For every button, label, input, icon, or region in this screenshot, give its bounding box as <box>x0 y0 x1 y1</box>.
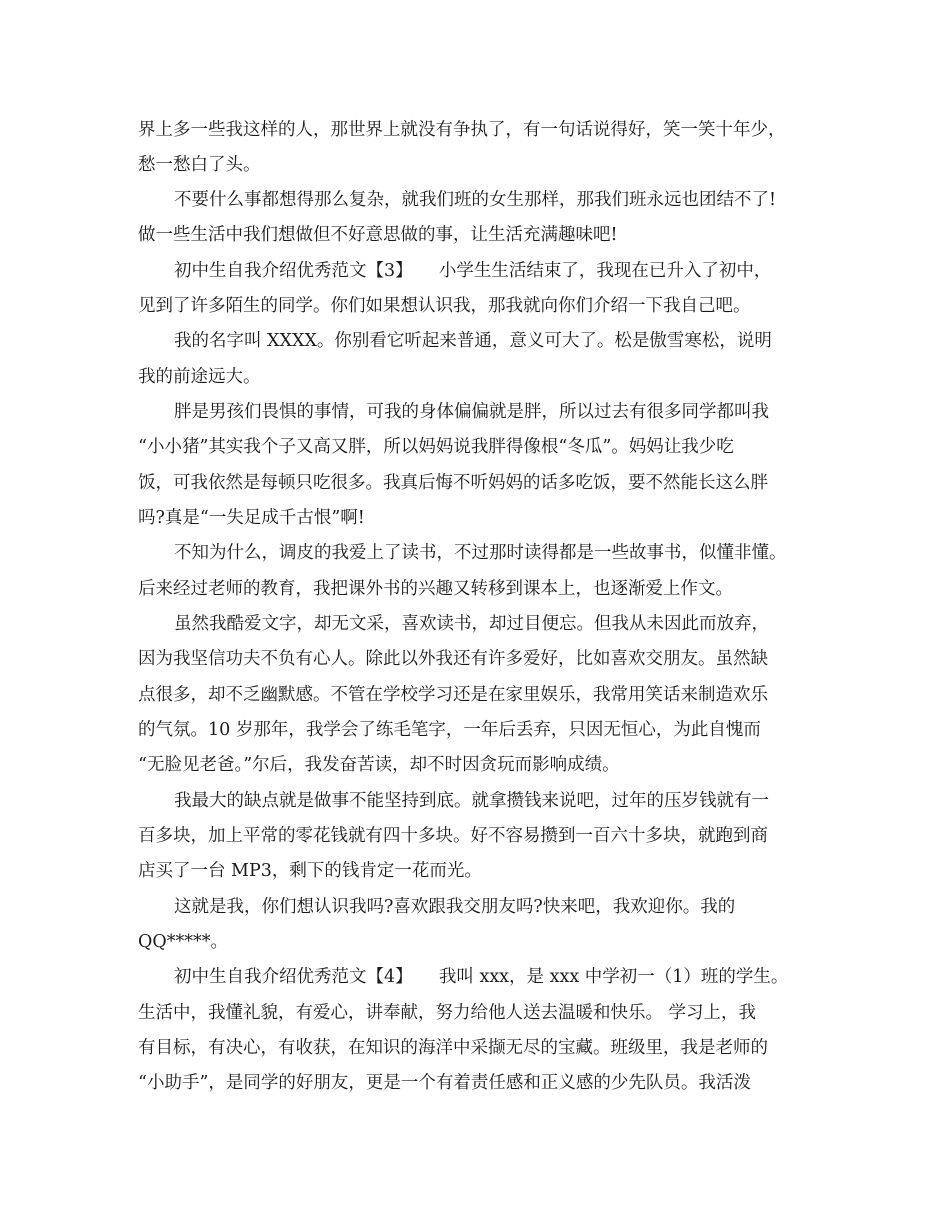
text-line: 店买了一台 MP3，剩下的钱肯定一花而光。 <box>138 861 482 881</box>
text-line: “小助手”，是同学的好朋友，更是一个有着责任感和正义感的少先队员。我活泼 <box>138 1073 751 1093</box>
text-line: 百多块，加上平常的零花钱就有四十多块。好不容易攒到一百六十多块，就跑到商 <box>138 826 768 846</box>
text-line: 这就是我，你们想认识我吗?喜欢跟我交朋友吗?快来吧，我欢迎你。我的 <box>174 897 736 917</box>
text-line: 有目标，有决心，有收获，在知识的海洋中采撷无尽的宝藏。班级里，我是老师的 <box>138 1038 768 1058</box>
text-line: 我的前途远大。 <box>138 367 261 387</box>
text-line: 的气氛。10 岁那年，我学会了练毛笔字，一年后丢弃，只因无恒心，为此自愧而 <box>138 720 761 740</box>
section-heading-line: 初中生自我介绍优秀范文【3】 小学生生活结束了，我现在已升入了初中， <box>174 261 772 281</box>
text-line: 吗?真是“一失足成千古恨”啊! <box>138 508 365 528</box>
text-line: 做一些生活中我们想做但不好意思做的事，让生活充满趣味吧! <box>138 225 618 245</box>
text-line: 不要什么事都想得那么复杂，就我们班的女生那样，那我们班永远也团结不了! <box>174 190 777 210</box>
text-line: 后来经过老师的教育，我把课外书的兴趣又转移到课本上，也逐渐爱上作文。 <box>138 579 733 599</box>
text-line: 不知为什么，调皮的我爱上了读书，不过那时读得都是一些故事书，似懂非懂。 <box>174 543 787 563</box>
text-line: 见到了许多陌生的同学。你们如果想认识我，那我就向你们介绍一下我自己吧。 <box>138 296 751 316</box>
text-line: QQ*****。 <box>138 932 228 952</box>
text-line: “无脸见老爸。”尔后，我发奋苦读，却不时因贪玩而影响成绩。 <box>138 755 620 775</box>
text-line: 我最大的缺点就是做事不能坚持到底。就拿攒钱来说吧，过年的压岁钱就有一 <box>174 791 769 811</box>
section-heading-line: 初中生自我介绍优秀范文【4】 我叫 xxx，是 xxx 中学初一（1）班的学生。 <box>174 967 789 987</box>
text-line: 虽然我酷爱文字，却无文采，喜欢读书，却过目便忘。但我从未因此而放弃， <box>174 614 769 634</box>
text-line: “小小猪”其实我个子又高又胖，所以妈妈说我胖得像根“冬瓜”。妈妈让我少吃 <box>138 437 734 457</box>
text-line: 点很多，却不乏幽默感。不管在学校学习还是在家里娱乐，我常用笑话来制造欢乐 <box>138 685 768 705</box>
text-line: 界上多一些我这样的人，那世界上就没有争执了，有一句话说得好，笑一笑十年少， <box>138 120 786 140</box>
text-line: 因为我坚信功夫不负有心人。除此以外我还有许多爱好，比如喜欢交朋友。虽然缺 <box>138 649 768 669</box>
text-line: 生活中，我懂礼貌，有爱心，讲奉献，努力给他人送去温暖和快乐。 学习上，我 <box>138 1003 757 1023</box>
text-line: 饭，可我依然是每顿只吃很多。我真后悔不听妈妈的话多吃饭，要不然能长这么胖 <box>138 473 768 493</box>
text-line: 愁一愁白了头。 <box>138 155 261 175</box>
text-line: 胖是男孩们畏惧的事情，可我的身体偏偏就是胖，所以过去有很多同学都叫我 <box>174 402 769 422</box>
text-line: 我的名字叫 XXXX。你别看它听起来普通，意义可大了。松是傲雪寒松，说明 <box>174 331 772 351</box>
